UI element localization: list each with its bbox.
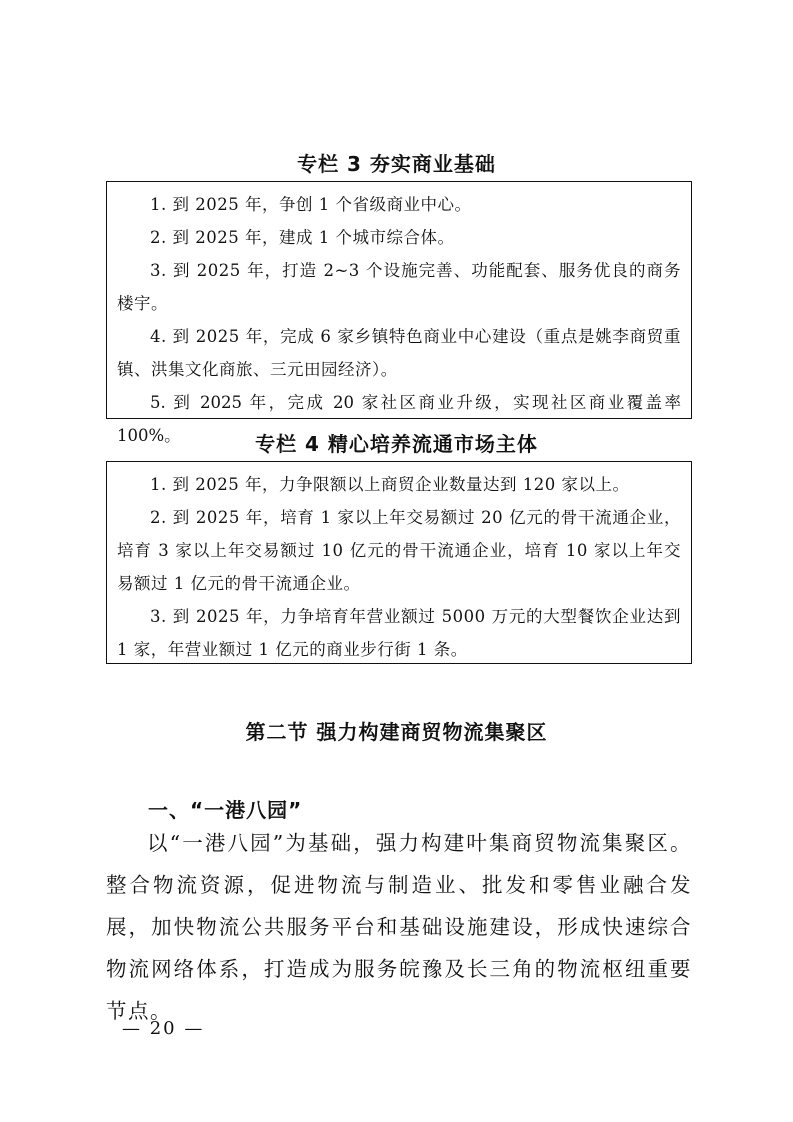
box4-title: 专栏 4 精心培养流通市场主体: [255, 432, 538, 456]
box4-item-2: 2. 到 2025 年，培育 1 家以上年交易额过 20 亿元的骨干流通企业，培育 3 家以上年交易额过 10 亿元的骨干流通企业，培育 10 家以上年交易额过 1 亿元的骨干流通企业。: [117, 508, 681, 593]
box4-item-3: 3. 到 2025 年，力争培育年营业额过 5000 万元的大型餐饮企业达到 1 家，年营业额过 1 亿元的商业步行街 1 条。: [117, 607, 681, 659]
box3-item-3: 3. 到 2025 年，打造 2~3 个设施完善、功能配套、服务优良的商务楼宇。: [117, 261, 681, 313]
box3-item-4: 4. 到 2025 年，完成 6 家乡镇特色商业中心建设（重点是姚李商贸重镇、洪集文化商旅、三元田园经济）。: [117, 327, 681, 379]
section-title: 第二节 强力构建商贸物流集聚区: [245, 720, 548, 744]
box3-item-2: 2. 到 2025 年，建成 1 个城市综合体。: [150, 228, 455, 247]
box4-item-1: 1. 到 2025 年，力争限额以上商贸企业数量达到 120 家以上。: [150, 475, 630, 494]
subsection-heading: 一、“一港八园”: [148, 798, 303, 822]
box3-item-5: 5. 到 2025 年，完成 20 家社区商业升级，实现社区商业覆盖率 100%。: [117, 393, 681, 445]
box4-panel: [106, 461, 692, 664]
box3-title: 专栏 3 夯实商业基础: [297, 152, 496, 176]
body-paragraph: 以“一港八园”为基础，强力构建叶集商贸物流集聚区。整合物流资源，促进物流与制造业、批发和零售业融合发展，加快物流公共服务平台和基础设施建设，形成快速综合物流网络体系，打造成为服务皖豫及长三角的物流枢纽重要节点。: [106, 831, 692, 1023]
box3-item-1: 1. 到 2025 年，争创 1 个省级商业中心。: [150, 195, 472, 214]
page-number: — 20 —: [122, 1018, 205, 1039]
